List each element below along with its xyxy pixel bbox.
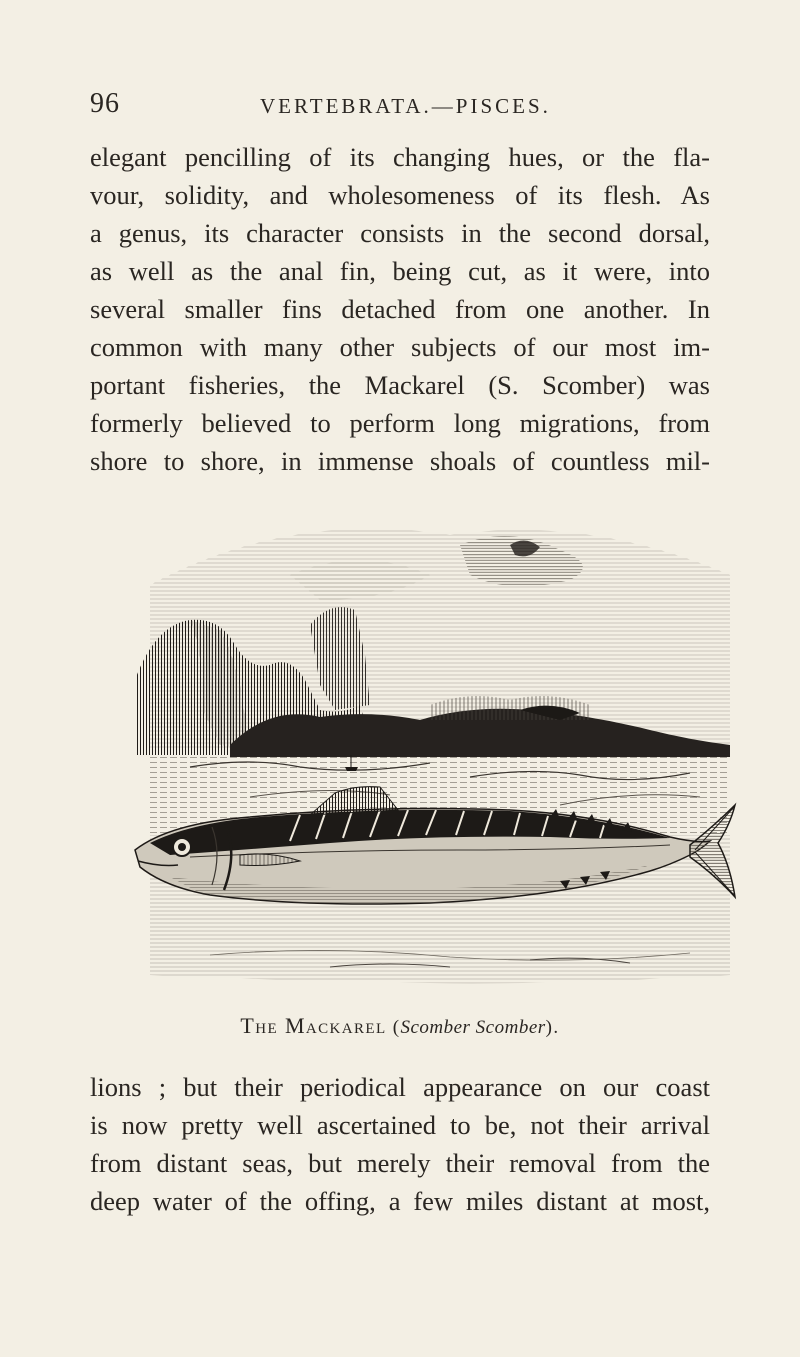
mackarel-engraving (130, 505, 740, 995)
caption-label: The Mackarel (240, 1013, 387, 1038)
caption-species: Scomber Scomber (400, 1017, 546, 1038)
caption-paren-close: ). (545, 1017, 560, 1038)
text-line: common with many other subjects of our most im- (90, 332, 710, 362)
text-line: vour, solidity, and wholesomeness of its flesh. As (90, 180, 710, 210)
text-line: several smaller fins detached from one another. In (90, 294, 710, 324)
text-line: portant fisheries, the Mackarel (S. Scomber) was (90, 370, 710, 400)
text-line: as well as the anal fin, being cut, as it were, into (90, 256, 710, 286)
figure-caption (0, 1013, 800, 1039)
paragraph-top (90, 138, 710, 480)
text-line: formerly believed to perform long migrations, from (90, 408, 710, 438)
text-line: a genus, its character consists in the second dorsal, (90, 218, 710, 248)
text-line: elegant pencilling of its changing hues, or the fla- (90, 142, 710, 172)
running-head: VERTEBRATA.—PISCES. (260, 94, 551, 118)
caption-paren-open: ( (386, 1017, 401, 1038)
page-number: 96 (90, 88, 120, 119)
page-header (90, 88, 710, 124)
text-line: shore to shore, in immense shoals of countless mil- (90, 446, 710, 476)
text-line: from distant seas, but merely their removal from the (90, 1148, 710, 1178)
text-line: is now pretty well ascertained to be, not their arrival (90, 1110, 710, 1140)
text-line: deep water of the offing, a few miles distant at most, (90, 1186, 710, 1216)
paragraph-bottom (90, 1068, 710, 1220)
text-line: lions ; but their periodical appearance on our coast (90, 1072, 710, 1102)
